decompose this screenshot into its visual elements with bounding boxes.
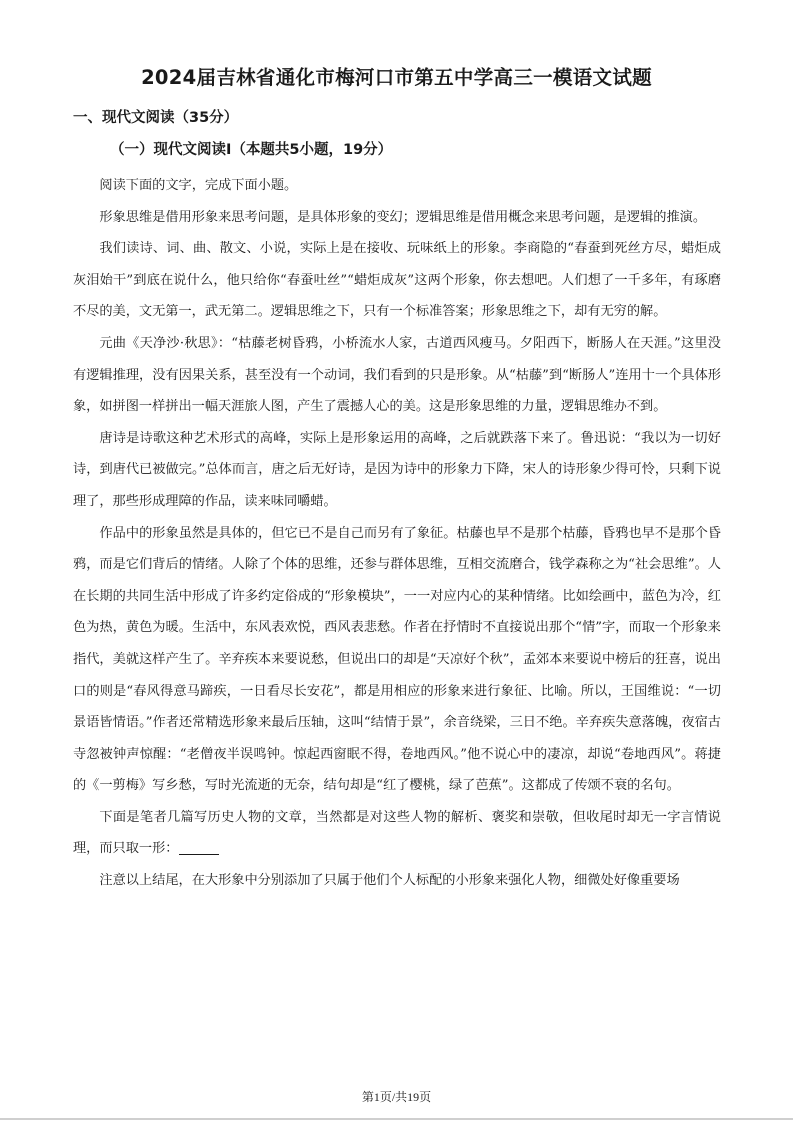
passage-paragraph: 形象思维是借用形象来思考问题，是具体形象的变幻；逻辑思维是借用概念来思考问题，是逻辑的推演。 [99, 209, 707, 225]
page-title: 2024届吉林省通化市梅河口市第五中学高三一模语文试题 [141, 66, 652, 89]
instruction-paragraph: 阅读下面的文字，完成下面小题。 [99, 178, 298, 193]
sub-heading: （一）现代文阅读Ⅰ（本题共5小题，19分） [110, 142, 393, 158]
passage-paragraph: 唐诗是诗歌这种艺术形式的高峰，实际上是形象运用的高峰，之后就跌落下来了。鲁迅说：“我以为一切好诗，到唐代已被做完。”总体而言，唐之后无好诗，是因为诗中的形象力下降，宋人的诗形象少得可怜，只剩下说理了，那些形成理障的作品，读来味同嚼蜡。 [73, 430, 721, 509]
reading-passage [73, 170, 721, 897]
section-heading: 一、现代文阅读（35分） [73, 110, 239, 126]
passage-paragraph-with-blank [73, 802, 721, 865]
answer-blank[interactable] [179, 841, 219, 855]
passage-paragraph: 我们读诗、词、曲、散文、小说，实际上是在接收、玩味纸上的形象。李商隐的“春蚕到死丝方尽，蜡炬成灰泪始干”到底在说什么，他只给你“春蚕吐丝”“蜡炬成灰”这两个形象，你去想吧。人们想了一千多年，有琢磨不尽的美，文无第一，武无第二。逻辑思维之下，只有一个标准答案；形象思维之下，却有无穷的解。 [73, 241, 721, 320]
passage-paragraph: 作品中的形象虽然是具体的，但它已不是自己而另有了象征。枯藤也早不是那个枯藤，昏鸦也早不是那个昏鸦，而是它们背后的情绪。人除了个体的思维，还参与群体思维，互相交流磨合，钱学森称之为“社会思维”。人在长期的共同生活中形成了许多约定俗成的“形象模块”，一一对应内心的某种情绪。比如绘画中，蓝色为冷，红色为热，黄色为暖。生活中，东风表欢悦，西风表悲愁。作者在抒情时不直接说出那个“情”字，而取一个形象来指代，美就这样产生了。辛弃疾本来要说愁，但说出口的却是“天凉好个秋”，孟郊本来要说中榜后的狂喜，说出口的则是“春风得意马蹄疾，一日看尽长安花”，都是用相应的形象来进行象征、比喻。所以，王国维说：“一切景语皆情语。”作者还常精选形象来最后压轴，这叫“结情于景”，余音绕梁，三日不绝。辛弃疾失意落魄，夜宿古寺忽被钟声惊醒：“老僧夜半误鸣钟。惊起西窗眠不得，卷地西风。”他不说心中的凄凉，却说“卷地西风”。蒋捷的《一剪梅》写乡愁，写时光流逝的无奈，结句却是“红了樱桃，绿了芭蕉”。这都成了传颂不衰的名句。 [73, 525, 721, 794]
passage-paragraph-text: 下面是笔者几篇写历史人物的文章，当然都是对这些人物的解析、褒奖和崇敬，但收尾时却无一字言情说理，而只取一形： [73, 809, 721, 857]
page-bottom-divider [0, 1118, 793, 1120]
passage-paragraph: 注意以上结尾，在大形象中分别添加了只属于他们个人标配的小形象来强化人物，细微处好像重要场 [99, 873, 680, 889]
page-number: 第1页/共19页 [361, 1090, 432, 1104]
passage-paragraph: 元曲《天净沙·秋思》：“枯藤老树昏鸦，小桥流水人家，古道西风瘦马。夕阳西下，断肠人在天涯。”这里没有逻辑推理，没有因果关系，甚至没有一个动词，我们看到的只是形象。从“枯藤”到“断肠人”连用十一个具体形象，如拼图一样拼出一幅天涯旅人图，产生了震撼人心的美。这是形象思维的力量，逻辑思维办不到。 [73, 335, 721, 415]
